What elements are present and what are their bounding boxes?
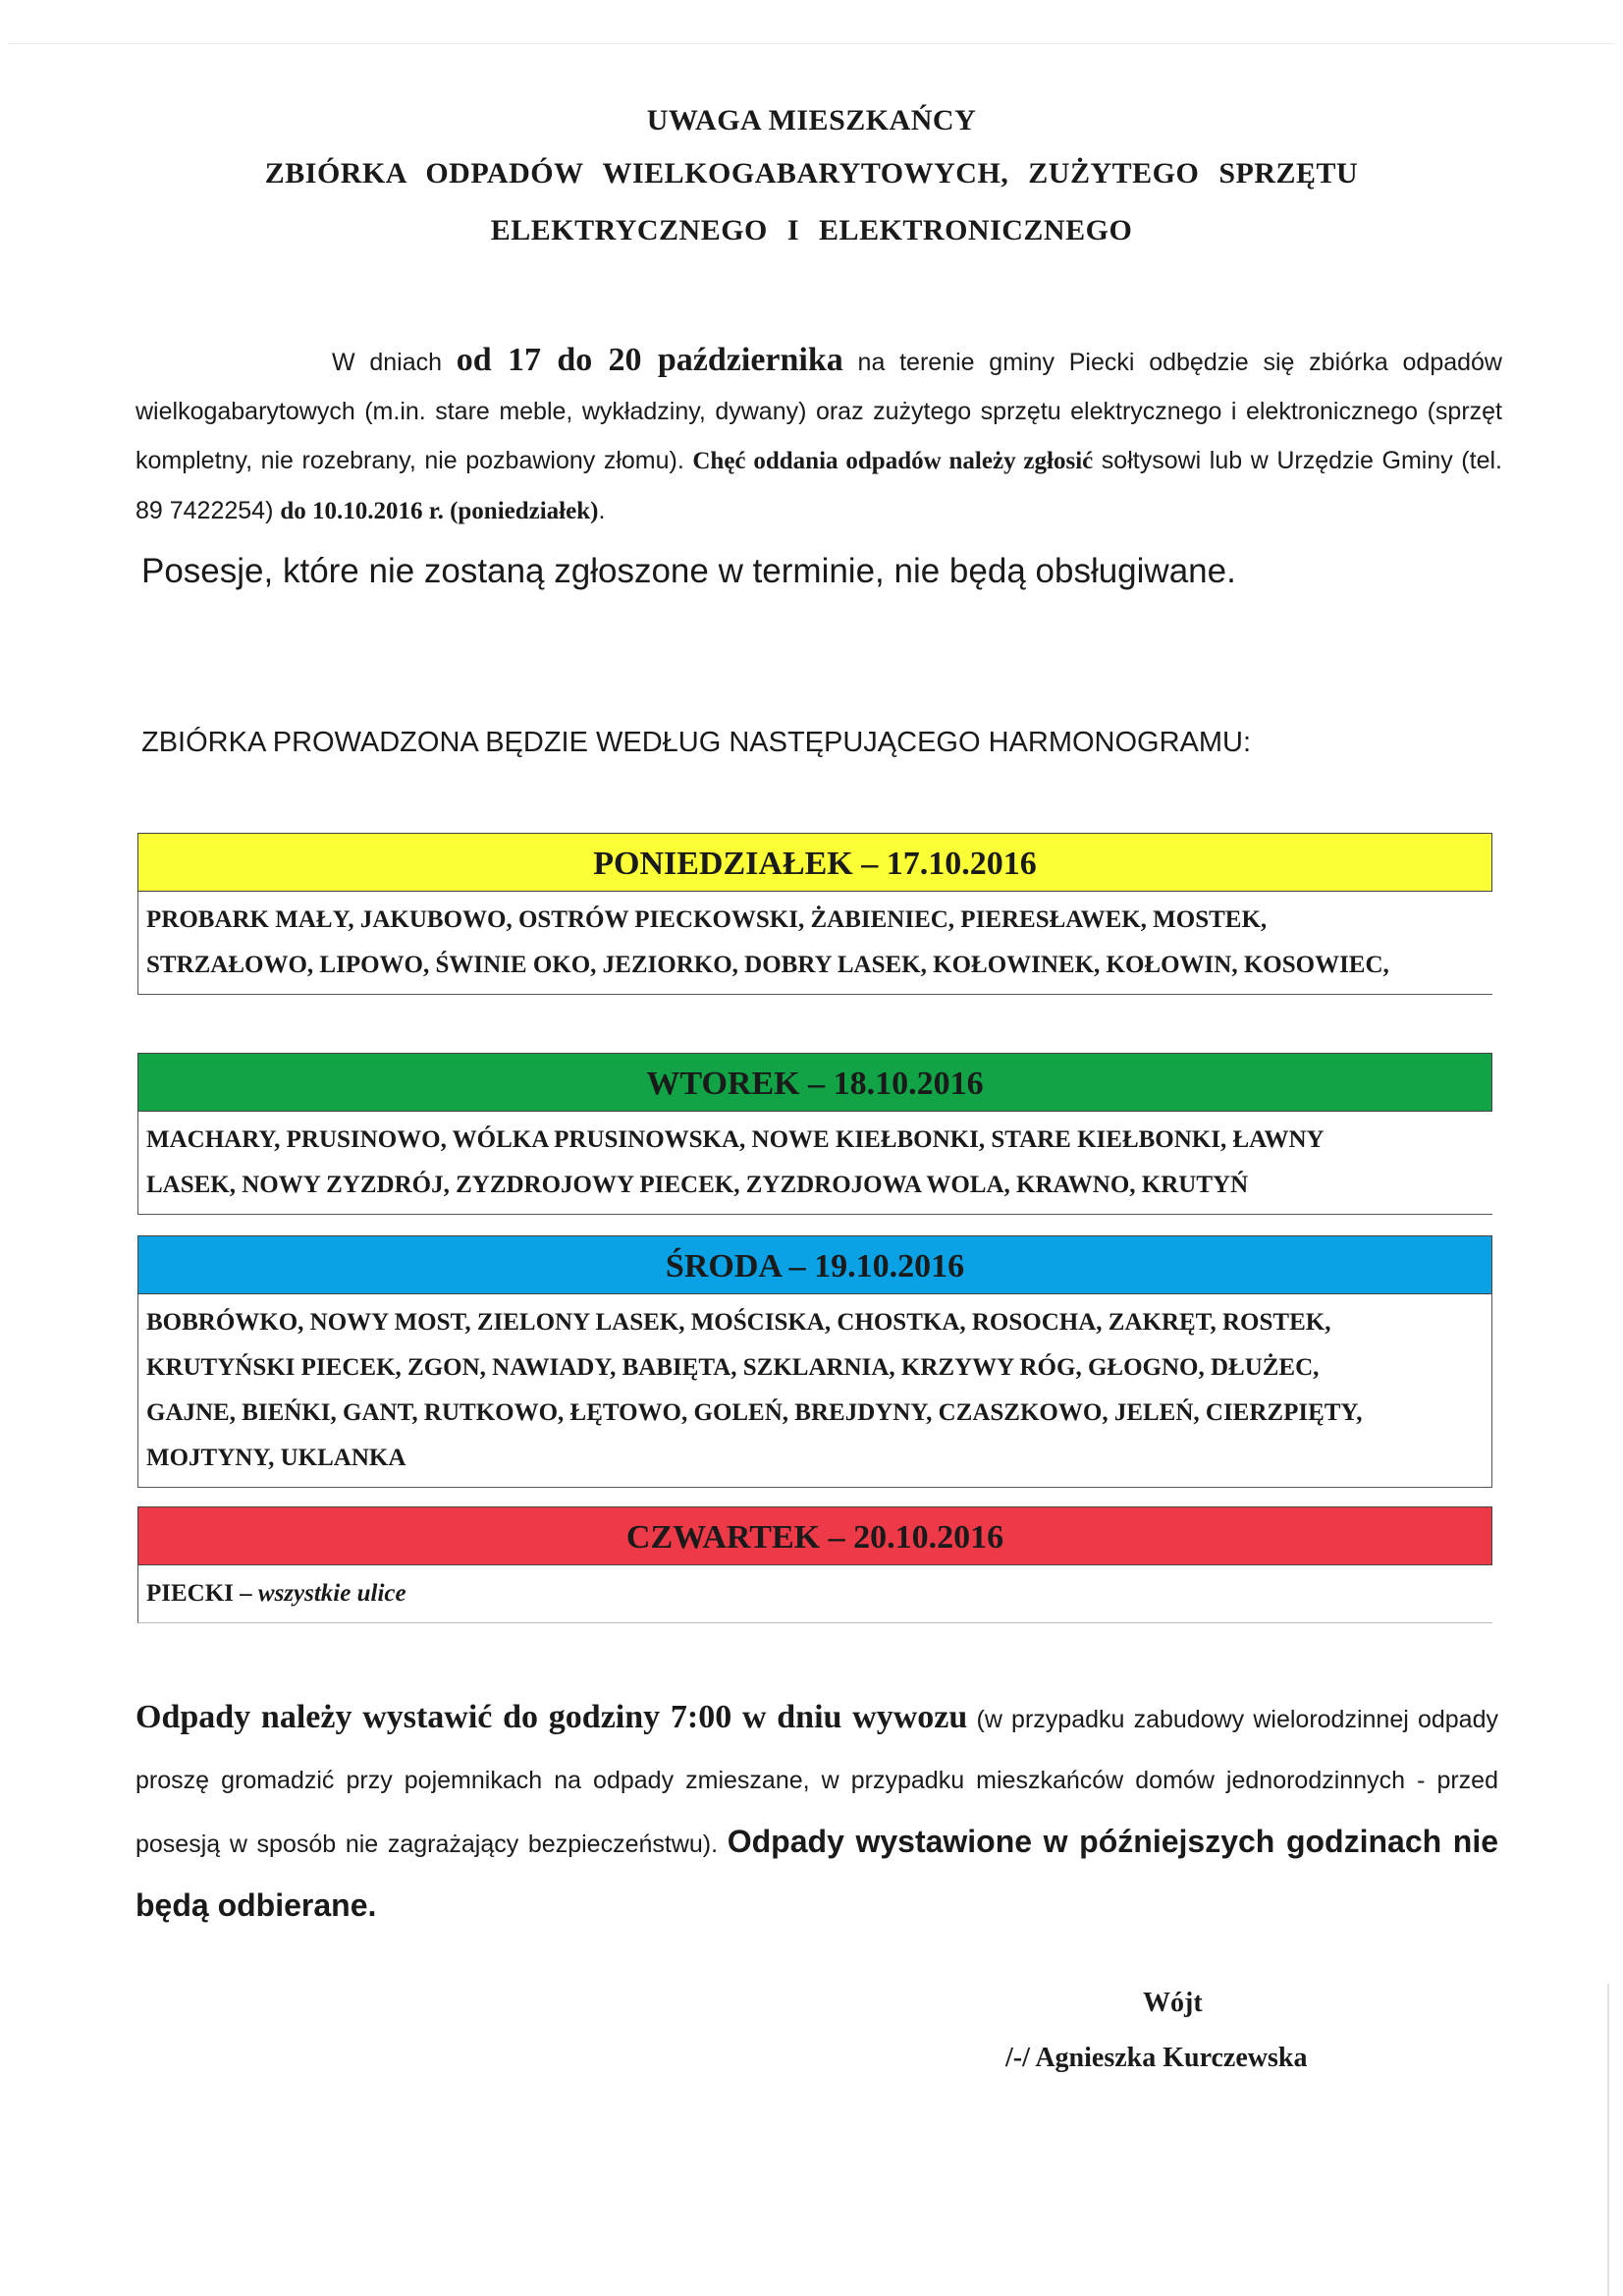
intro-text-1: W dniach: [332, 349, 457, 376]
towns-monday: [137, 892, 1492, 995]
signature-name: /-/ Agnieszka Kurczewska: [1005, 2043, 1308, 2073]
town-line: GAJNE, BIEŃKI, GANT, RUTKOWO, ŁĘTOWO, GOLEŃ, BREJDYNY, CZASZKOWO, JELEŃ, CIERZPIĘTY,: [146, 1399, 1363, 1426]
town-line: PROBARK MAŁY, JAKUBOWO, OSTRÓW PIECKOWSKI, ŻABIENIEC, PIERESŁAWEK, MOSTEK,: [146, 906, 1268, 933]
outro-bold-warning: Odpady wystawione w późniejszych godzinach nie będą odbierane.: [135, 1824, 1499, 1923]
town-name: PIECKI: [146, 1580, 234, 1607]
town-line: MOJTYNY, UKLANKA: [146, 1445, 406, 1471]
town-note: wszystkie ulice: [257, 1580, 406, 1607]
heading-line-3: ELEKTRYCZNEGO I ELEKTRONICZNEGO: [490, 214, 1133, 246]
signature-title: Wójt: [1143, 1988, 1203, 2018]
schedule-day-wednesday: [137, 1235, 1492, 1488]
intro-text-2: na terenie gminy Piecki odbędzie się zbiórka odpadów wielkogabarytowych (m.in. stare meble, wykładziny, dywany) oraz zużytego sprzętu elektrycznego i elektronicznego (sprzęt kompletny, nie rozebrany, nie pozbawiony złomu).: [135, 349, 1502, 474]
right-scan-edge: [1607, 1984, 1609, 2296]
outro-text: (w przypadku zabudowy wielorodzinnej odpady proszę gromadzić przy pojemnikach na odpady zmieszane, w przypadku mieszkańców domów jednorodzinnych - przed posesją w sposób nie zagrażający bezpieczeństwu).: [135, 1706, 1498, 1858]
heading-line-1: UWAGA MIESZKAŃCY: [646, 104, 977, 137]
schedule-day-tuesday: [137, 1053, 1492, 1215]
schedule-day-monday: [137, 833, 1492, 995]
town-line: LASEK, NOWY ZYZDRÓJ, ZYZDROJOWY PIECEK, ZYZDROJOWA WOLA, KRAWNO, KRUTYŃ: [146, 1172, 1249, 1198]
intro-paragraph: [135, 336, 1502, 536]
town-line: BOBRÓWKO, NOWY MOST, ZIELONY LASEK, MOŚCISKA, CHOSTKA, ROSOCHA, ZAKRĘT, ROSTEK,: [146, 1309, 1331, 1336]
schedule-title: ZBIÓRKA PROWADZONA BĘDZIE WEDŁUG NASTĘPUJĄCEGO HARMONOGRAMU:: [141, 727, 1252, 758]
town-line: KRUTYŃSKI PIECEK, ZGON, NAWIADY, BABIĘTA, SZKLARNIA, KRZYWY RÓG, GŁOGNO, DŁUŻEC,: [146, 1354, 1320, 1381]
outro-paragraph: [135, 1687, 1498, 1939]
intro-bold-registration: Chęć oddania odpadów należy zgłosić: [692, 448, 1094, 474]
intro-text-4: .: [598, 497, 606, 524]
intro-bold-deadline: do 10.10.2016 r. (poniedziałek): [280, 498, 599, 524]
towns-wednesday: [137, 1294, 1492, 1488]
day-header-monday: PONIEDZIAŁEK – 17.10.2016: [137, 833, 1492, 892]
day-header-wednesday: ŚRODA – 19.10.2016: [137, 1235, 1492, 1294]
town-line: MACHARY, PRUSINOWO, WÓLKA PRUSINOWSKA, NOWE KIEŁBONKI, STARE KIEŁBONKI, ŁAWNY: [146, 1126, 1325, 1153]
intro-dates: od 17 do 20 października: [456, 342, 843, 378]
intro-text-3: sołtysowi lub w Urzędzie Gminy (tel. 89 7422254): [135, 447, 1502, 524]
town-line: STRZAŁOWO, LIPOWO, ŚWINIE OKO, JEZIORKO, DOBRY LASEK, KOŁOWINEK, KOŁOWIN, KOSOWIEC,: [146, 952, 1389, 978]
schedule-day-thursday: [137, 1506, 1492, 1623]
day-header-tuesday: WTOREK – 18.10.2016: [137, 1053, 1492, 1112]
towns-tuesday: [137, 1112, 1492, 1215]
notice-line: Posesje, które nie zostaną zgłoszone w terminie, nie będą obsługiwane.: [141, 552, 1236, 590]
outro-bold-deadline: Odpady należy wystawić do godziny 7:00 w dniu wywozu: [135, 1699, 968, 1735]
top-scan-line: [8, 43, 1615, 44]
heading-line-2: ZBIÓRKA ODPADÓW WIELKOGABARYTOWYCH, ZUŻYTEGO SPRZĘTU: [264, 157, 1359, 190]
towns-thursday: PIECKI – wszystkie ulice: [137, 1565, 1492, 1623]
day-header-thursday: CZWARTEK – 20.10.2016: [137, 1506, 1492, 1565]
